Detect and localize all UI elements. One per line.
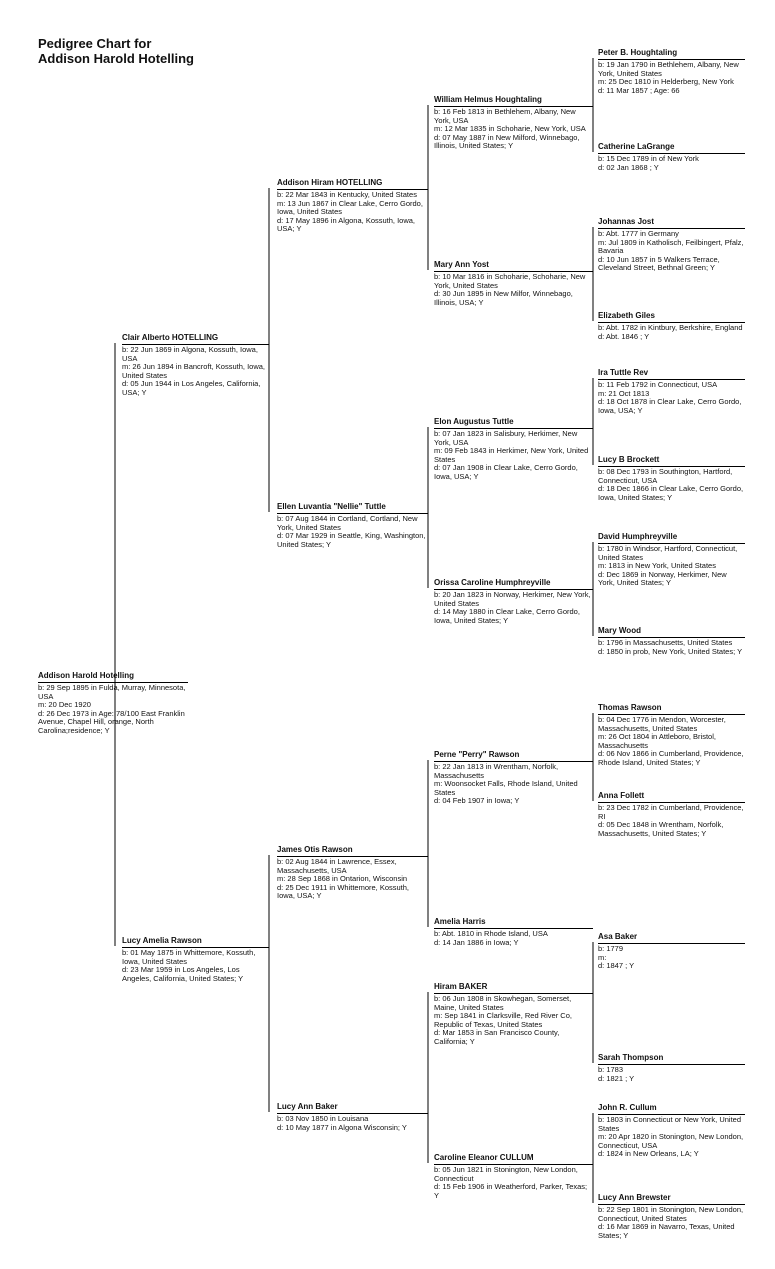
person-details: b: 16 Feb 1813 in Bethlehem, Albany, New York, USA m: 12 Mar 1835 in Schoharie, New York, USA d: 07 May 1887 in New Milford, Winnebago, Illinois, United States; Y xyxy=(434,107,586,151)
person-mary-wood xyxy=(598,626,745,656)
person-details: b: 03 Nov 1850 in Louisana d: 10 May 1877 in Algona Wisconsin; Y xyxy=(277,1114,407,1132)
person-name: Lucy Amelia Rawson xyxy=(122,936,269,948)
person-name: Hiram BAKER xyxy=(434,982,593,994)
person-amelia-harris xyxy=(434,917,593,947)
person-details: b: 1796 in Massachusetts, United States d: 1850 in prob, New York, United States; Y xyxy=(598,638,743,656)
person-name: Ellen Luvantia "Nellie" Tuttle xyxy=(277,502,428,514)
person-clair-alberto-hotelling xyxy=(122,333,269,398)
person-name: Elon Augustus Tuttle xyxy=(434,417,593,429)
person-thomas-rawson xyxy=(598,703,745,768)
person-name: Mary Ann Yost xyxy=(434,260,593,272)
person-elizabeth-giles xyxy=(598,311,745,341)
person-james-otis-rawson xyxy=(277,845,428,901)
person-details: b: 22 Jun 1869 in Algona, Kossuth, Iowa, USA m: 26 Jun 1894 in Bancroft, Kossuth, Iowa, United States d: 05 Jun 1944 in Los Angeles, California, USA; Y xyxy=(122,345,265,397)
person-ira-tuttle-rev xyxy=(598,368,745,415)
person-name: Elizabeth Giles xyxy=(598,311,745,323)
person-details: b: 23 Dec 1782 in Cumberland, Providence, RI d: 05 Dec 1848 in Wrentham, Norfolk, Massachusetts, United States; Y xyxy=(598,803,744,838)
chart-title-line2: Addison Harold Hotelling xyxy=(38,51,194,66)
person-name: Perne "Perry" Rawson xyxy=(434,750,593,762)
person-johannas-jost xyxy=(598,217,745,273)
person-william-helmus-houghtaling xyxy=(434,95,593,151)
person-catherine-lagrange xyxy=(598,142,745,172)
person-details: b: 04 Dec 1776 in Mendon, Worcester, Massachusetts, United States m: 26 Oct 1804 in Attleboro, Bristol, Massachusetts d: 06 Nov 1866 in Cumberland, Providence, Rhode Island, United States; Y xyxy=(598,715,744,767)
person-name: Thomas Rawson xyxy=(598,703,745,715)
person-details: b: 06 Jun 1808 in Skowhegan, Somerset, Maine, United States m: Sep 1841 in Clarksville, Red River Co, Republic of Texas, United States d: Mar 1853 in San Francisco County, California; Y xyxy=(434,994,572,1046)
person-details: b: 1803 in Connecticut or New York, United States m: 20 Apr 1820 in Stonington, New London, Connecticut, USA d: 1824 in New Orleans, LA; Y xyxy=(598,1115,744,1159)
person-details: b: 20 Jan 1823 in Norway, Herkimer, New York, United States d: 14 May 1880 in Clear Lake, Cerro Gordo, Iowa, United States; Y xyxy=(434,590,591,625)
person-name: Ira Tuttle Rev xyxy=(598,368,745,380)
person-details: b: 02 Aug 1844 in Lawrence, Essex, Massachusetts, USA m: 28 Sep 1868 in Ontarion, Wisconsin d: 25 Dec 1911 in Whittemore, Kossuth, Iowa, USA; Y xyxy=(277,857,410,901)
person-name: Addison Harold Hotelling xyxy=(38,671,188,683)
person-details: b: 07 Aug 1844 in Cortland, Cortland, New York, United States d: 07 Mar 1929 in Seattle, King, Washington, United States; Y xyxy=(277,514,426,549)
person-details: b: 11 Feb 1792 in Connecticut, USA m: 21 Oct 1813 d: 18 Oct 1878 in Clear Lake, Cerro Gordo, Iowa, USA; Y xyxy=(598,380,742,415)
person-lucy-b-brockett xyxy=(598,455,745,502)
person-name: Orissa Caroline Humphreyville xyxy=(434,578,593,590)
person-name: John R. Cullum xyxy=(598,1103,745,1115)
person-details: b: Abt. 1782 in Kintbury, Berkshire, England d: Abt. 1846 ; Y xyxy=(598,323,743,341)
person-addison-harold-hotelling xyxy=(38,671,188,736)
person-name: William Helmus Houghtaling xyxy=(434,95,593,107)
person-lucy-ann-brewster xyxy=(598,1193,745,1240)
person-elon-augustus-tuttle xyxy=(434,417,593,482)
person-addison-hiram-hotelling xyxy=(277,178,428,234)
person-name: Caroline Eleanor CULLUM xyxy=(434,1153,593,1165)
person-name: Clair Alberto HOTELLING xyxy=(122,333,269,345)
person-details: b: 29 Sep 1895 in Fulda, Murray, Minnesota, USA m: 20 Dec 1920 d: 26 Dec 1973 in Age: 78/100 East Franklin Avenue, Chapel Hill, orange, North Carolina;residence; Y xyxy=(38,683,186,735)
person-details: b: Abt. 1777 in Germany m: Jul 1809 in Katholisch, Feilbingert, Pfalz, Bavaria d: 10 Jun 1857 in 5 Walkers Terrace, Cleveland Street, Bethnal Green; Y xyxy=(598,229,744,273)
person-name: Lucy Ann Brewster xyxy=(598,1193,745,1205)
person-ellen-luvantia-tuttle xyxy=(277,502,428,549)
person-details: b: 22 Mar 1843 in Kentucky, United States m: 13 Jun 1867 in Clear Lake, Cerro Gordo, Iowa, United States d: 17 May 1896 in Algona, Kossuth, Iowa, USA; Y xyxy=(277,190,423,234)
person-caroline-eleanor-cullum xyxy=(434,1153,593,1200)
person-hiram-baker xyxy=(434,982,593,1047)
person-name: Anna Follett xyxy=(598,791,745,803)
person-details: b: 10 Mar 1816 in Schoharie, Schoharie, New York, United States d: 30 Jun 1895 in New Milfor, Winnebago, Illinois, USA; Y xyxy=(434,272,586,307)
person-details: b: 05 Jun 1821 in Stonington, New London, Connecticut d: 15 Feb 1906 in Weatherford, Parker, Texas; Y xyxy=(434,1165,588,1200)
person-name: Peter B. Houghtaling xyxy=(598,48,745,60)
person-name: James Otis Rawson xyxy=(277,845,428,857)
person-details: b: Abt. 1810 in Rhode Island, USA d: 14 Jan 1886 in Iowa; Y xyxy=(434,929,548,947)
person-asa-baker xyxy=(598,932,745,971)
person-details: b: 15 Dec 1789 in of New York d: 02 Jan 1868 ; Y xyxy=(598,154,699,172)
person-name: Addison Hiram HOTELLING xyxy=(277,178,428,190)
person-john-r-cullum xyxy=(598,1103,745,1159)
person-details: b: 01 May 1875 in Whittemore, Kossuth, Iowa, United States d: 23 Mar 1959 in Los Angeles, Los Angeles, California, United States; Y xyxy=(122,948,256,983)
person-name: Catherine LaGrange xyxy=(598,142,745,154)
person-details: b: 1779 m: d: 1847 ; Y xyxy=(598,944,635,971)
person-details: b: 07 Jan 1823 in Salisbury, Herkimer, New York, USA m: 09 Feb 1843 in Herkimer, New York, United States d: 07 Jan 1908 in Clear Lake, Cerro Gordo, Iowa, USA; Y xyxy=(434,429,589,481)
person-name: Mary Wood xyxy=(598,626,745,638)
person-lucy-amelia-rawson xyxy=(122,936,269,983)
person-name: Amelia Harris xyxy=(434,917,593,929)
person-peter-b-houghtaling xyxy=(598,48,745,95)
person-name: Asa Baker xyxy=(598,932,745,944)
person-details: b: 22 Sep 1801 in Stonington, New London, Connecticut, United States d: 16 Mar 1869 in Navarro, Texas, United States; Y xyxy=(598,1205,744,1240)
person-name: Lucy Ann Baker xyxy=(277,1102,428,1114)
person-name: David Humphreyville xyxy=(598,532,745,544)
person-mary-ann-yost xyxy=(434,260,593,307)
person-name: Lucy B Brockett xyxy=(598,455,745,467)
person-anna-follett xyxy=(598,791,745,838)
chart-title-line1: Pedigree Chart for xyxy=(38,36,152,51)
person-name: Sarah Thompson xyxy=(598,1053,745,1065)
person-david-humphreyville xyxy=(598,532,745,588)
person-details: b: 22 Jan 1813 in Wrentham, Norfolk, Massachusetts m: Woonsocket Falls, Rhode Island, United States d: 04 Feb 1907 in Iowa; Y xyxy=(434,762,578,806)
person-lucy-ann-baker xyxy=(277,1102,428,1132)
person-name: Johannas Jost xyxy=(598,217,745,229)
person-orissa-caroline-humphreyville xyxy=(434,578,593,625)
person-perne-perry-rawson xyxy=(434,750,593,806)
person-sarah-thompson xyxy=(598,1053,745,1083)
person-details: b: 1783 d: 1821 ; Y xyxy=(598,1065,635,1083)
person-details: b: 19 Jan 1790 in Bethlehem, Albany, New York, United States m: 25 Dec 1810 in Helderberg, New York d: 11 Mar 1857 ; Age: 66 xyxy=(598,60,739,95)
person-details: b: 08 Dec 1793 in Southington, Hartford, Connecticut, USA d: 18 Dec 1866 in Clear Lake, Cerro Gordo, Iowa, United States; Y xyxy=(598,467,744,502)
person-details: b: 1780 in Windsor, Hartford, Connecticut, United States m: 1813 in New York, United States d: Dec 1869 in Norway, Herkimer, New York, United States; Y xyxy=(598,544,738,588)
